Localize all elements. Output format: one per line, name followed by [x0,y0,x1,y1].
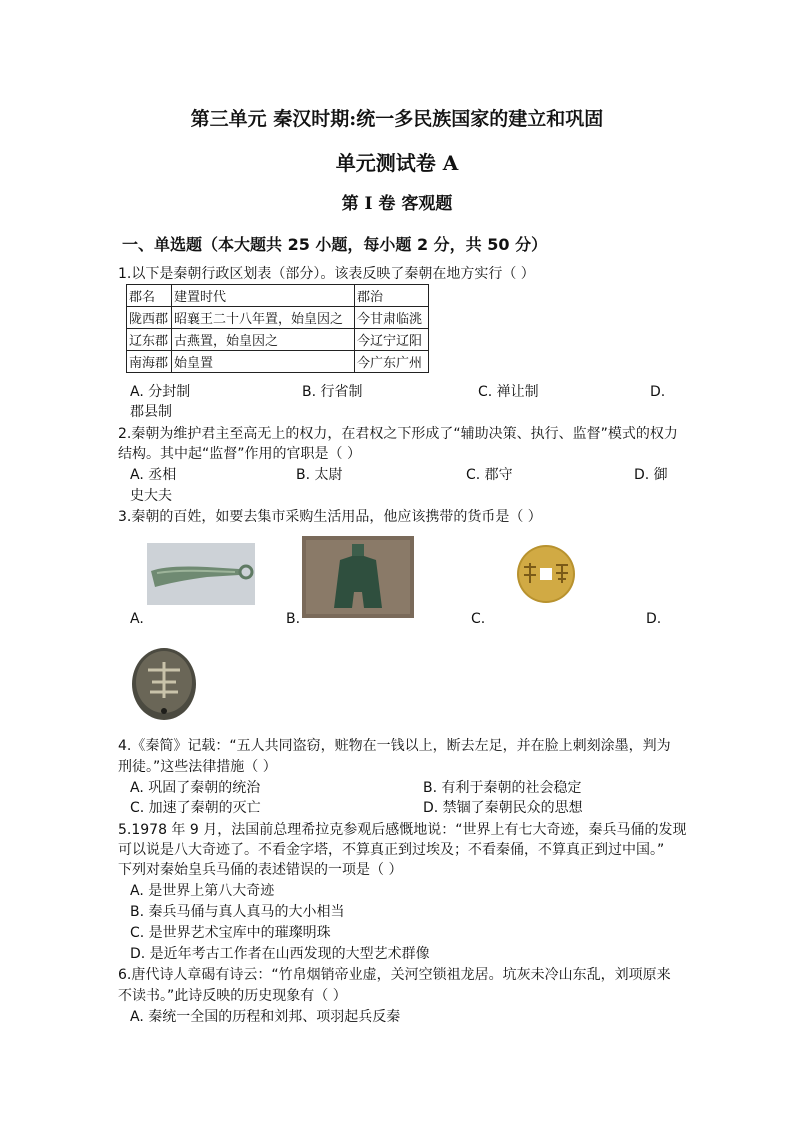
knife-coin-image[interactable] [147,543,255,605]
table-cell: 南海郡 [127,351,172,373]
q5-stem-line3: 下列对秦始皇兵马俑的表述错误的一项是（ ） [118,862,403,878]
table-header-cell: 建置时代 [172,285,355,307]
q3-option-c[interactable]: C. [471,611,486,627]
q2-option-d-text: 史大夫 [130,488,172,504]
q1-option-c[interactable]: C. 禅让制 [478,384,539,400]
q2-stem-line1: 2.秦朝为维护君主至高无上的权力，在君权之下形成了“辅助决策、执行、监督”模式的权力 [118,426,678,442]
q3-option-a[interactable]: A. [130,611,144,627]
q5-option-a[interactable]: A. 是世界上第八大奇迹 [130,883,275,899]
q1-option-a[interactable]: A. 分封制 [130,384,191,400]
table-row [127,285,429,307]
q1-table [126,284,429,373]
q6-option-a[interactable]: A. 秦统一全国的历程和刘邦、项羽起兵反秦 [130,1009,401,1025]
table-cell: 今甘肃临洮 [355,307,429,329]
table-row [127,329,429,351]
q1-option-d[interactable]: D. [650,384,666,400]
q4-option-c[interactable]: C. 加速了秦朝的灭亡 [130,800,261,816]
table-cell: 古燕置，始皇因之 [172,329,355,351]
table-cell: 今广东广州 [355,351,429,373]
q5-stem-line2: 可以说是八大奇迹了。不看金字塔，不算真正到过埃及；不看秦俑，不算真正到过中国。” [118,842,665,858]
table-header-cell: 郡名 [127,285,172,307]
ban-liang-coin-image[interactable] [510,543,582,605]
q1-option-b[interactable]: B. 行省制 [302,384,363,400]
ant-nose-coin-image[interactable] [128,644,200,722]
table-cell: 辽东郡 [127,329,172,351]
test-title: 单元测试卷 A [335,151,459,175]
q1-stem: 1.以下是秦朝行政区划表（部分）。该表反映了秦朝在地方实行（ ） [118,266,535,282]
q4-option-b[interactable]: B. 有利于秦朝的社会稳定 [423,780,582,796]
q3-option-d[interactable]: D. [646,611,662,627]
q3-stem: 3.秦朝的百姓，如要去集市采购生活用品，他应该携带的货币是（ ） [118,509,542,525]
table-cell: 昭襄王二十八年置，始皇因之 [172,307,355,329]
volume-title: 第 I 卷 客观题 [341,194,453,214]
table-row [127,307,429,329]
q3-option-b[interactable]: B. [286,611,301,627]
q5-option-d[interactable]: D. 是近年考古工作者在山西发现的大型艺术群像 [130,946,430,962]
q5-stem-line1: 5.1978 年 9 月，法国前总理希拉克参观后感慨地说：“世界上有七大奇迹，秦兵马俑的发现 [118,822,687,838]
ban-liang-coin-icon [510,543,582,605]
q2-option-d[interactable]: D. 御 [634,467,668,483]
q2-option-b[interactable]: B. 太尉 [296,467,343,483]
ant-nose-coin-icon [128,644,200,722]
section-title: 一、单选题（本大题共 25 小题，每小题 2 分，共 50 分） [122,235,548,254]
q6-stem-line1: 6.唐代诗人章碣有诗云：“竹帛烟销帝业虚，关河空锁祖龙居。坑灰未冷山东乱，刘项原来 [118,967,671,983]
table-row [127,351,429,373]
q6-stem-line2: 不读书。”此诗反映的历史现象有（ ） [118,988,347,1004]
q4-stem-line1: 4.《秦简》记载：“五人共同盗窃，赃物在一钱以上，断去左足，并在脸上刺刻涂墨，判为 [118,738,671,754]
table-cell: 始皇置 [172,351,355,373]
q1-option-d-text: 郡县制 [130,404,172,420]
q2-option-a[interactable]: A. 丞相 [130,467,177,483]
table-cell: 今辽宁辽阳 [355,329,429,351]
q2-option-c[interactable]: C. 郡守 [466,467,513,483]
q2-stem-line2: 结构。其中起“监督”作用的官职是（ ） [118,446,361,462]
unit-title: 第三单元 秦汉时期:统一多民族国家的建立和巩固 [190,108,604,130]
q4-option-a[interactable]: A. 巩固了秦朝的统治 [130,780,261,796]
table-cell: 陇西郡 [127,307,172,329]
table-header-cell: 郡治 [355,285,429,307]
knife-coin-icon [147,543,255,605]
q5-option-b[interactable]: B. 秦兵马俑与真人真马的大小相当 [130,904,345,920]
q4-stem-line2: 刑徒。”这些法律措施（ ） [118,759,277,775]
spade-coin-icon [302,536,414,618]
q4-option-d[interactable]: D. 禁锢了秦朝民众的思想 [423,800,583,816]
q5-option-c[interactable]: C. 是世界艺术宝库中的璀璨明珠 [130,925,331,941]
spade-coin-image[interactable] [302,536,414,618]
